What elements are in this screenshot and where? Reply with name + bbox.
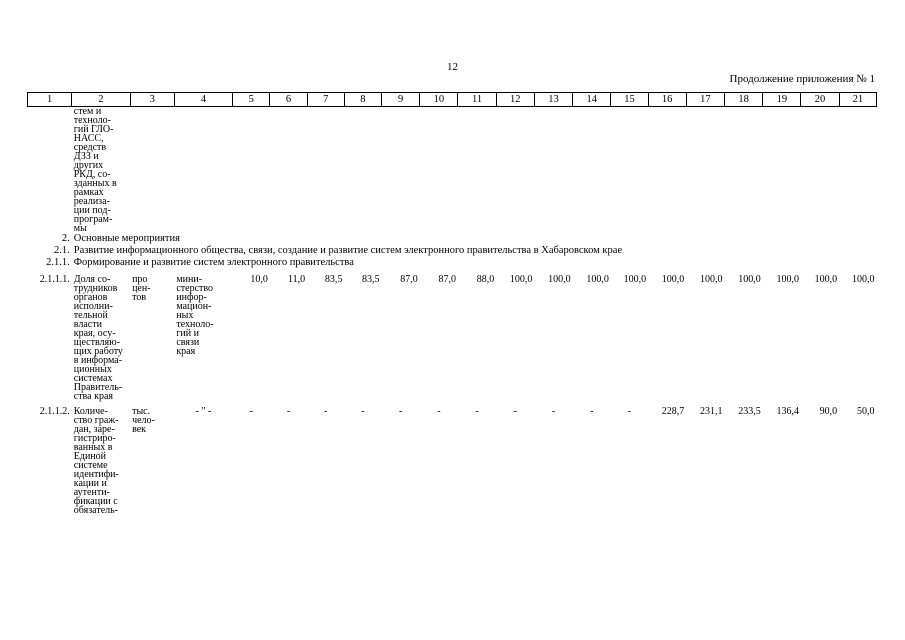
header-row bbox=[28, 93, 877, 107]
value-cell: 100,0 bbox=[738, 274, 761, 285]
carryover-cell: стем и техноло- гий ГЛО- НАСС, средств ДЗЗ и других РКД, со- зданных в рамках реализа- ции под- програм- мы bbox=[73, 106, 117, 234]
value-cell: - bbox=[398, 406, 403, 417]
executor-cell: мини- стерство инфор- мацион- ных техноло- гий и связи края bbox=[176, 274, 214, 357]
value-cell: - bbox=[361, 406, 365, 417]
value-cell: 100,0 bbox=[548, 274, 571, 285]
value-cell: - bbox=[324, 406, 328, 417]
value-cell: 83,5 bbox=[324, 274, 343, 285]
value-cell: 90,0 bbox=[819, 406, 838, 417]
value-cell: 11,0 bbox=[287, 274, 306, 285]
value-cell: 100,0 bbox=[623, 274, 647, 285]
column-header: 13 bbox=[534, 93, 572, 107]
value-cell: - bbox=[286, 406, 291, 417]
section-row-2-1 bbox=[28, 245, 877, 257]
page-number: 12 bbox=[447, 61, 458, 73]
value-cell: - bbox=[475, 406, 479, 417]
value-cell: - bbox=[551, 406, 556, 417]
value-cell: 100,0 bbox=[776, 274, 799, 285]
value-cell: 10,0 bbox=[250, 274, 268, 285]
value-cell: 100,0 bbox=[661, 274, 685, 285]
column-header: 12 bbox=[496, 93, 534, 107]
section-row-2-1-1 bbox=[28, 257, 877, 269]
column-header: 19 bbox=[763, 93, 801, 107]
column-header: 8 bbox=[344, 93, 381, 107]
value-cell: 100,0 bbox=[509, 274, 533, 285]
value-cell: - bbox=[249, 406, 253, 417]
column-header: 3 bbox=[130, 93, 174, 107]
column-header: 7 bbox=[307, 93, 344, 107]
value-cell: 50,0 bbox=[857, 406, 875, 417]
column-header: 20 bbox=[801, 93, 839, 107]
value-cell: - bbox=[437, 406, 441, 417]
section-title: Развитие информационного общества, связи, создание и развитие систем электронного правительства в Хабаровском крае bbox=[73, 245, 623, 256]
value-cell: 83,5 bbox=[362, 274, 380, 285]
column-header: 9 bbox=[382, 93, 420, 107]
carryover-row bbox=[28, 107, 877, 234]
column-header: 15 bbox=[611, 93, 648, 107]
executor-cell: - " - bbox=[195, 406, 212, 417]
unit-cell: тыс. чело- век bbox=[132, 406, 155, 435]
value-cell: 136,4 bbox=[776, 406, 799, 417]
value-cell: 100,0 bbox=[586, 274, 609, 285]
section-number: 2. bbox=[61, 233, 70, 244]
indicators-table bbox=[27, 92, 877, 515]
row-number: 2.1.1.1. bbox=[39, 274, 70, 285]
column-header: 14 bbox=[573, 93, 611, 107]
column-header: 17 bbox=[686, 93, 724, 107]
column-header: 21 bbox=[839, 93, 876, 107]
value-cell: 228,7 bbox=[661, 406, 685, 417]
column-header: 10 bbox=[420, 93, 458, 107]
value-cell: 233,5 bbox=[738, 406, 761, 417]
column-header: 11 bbox=[458, 93, 496, 107]
section-row-2 bbox=[28, 233, 877, 245]
value-cell: - bbox=[590, 406, 594, 417]
column-header: 4 bbox=[174, 93, 232, 107]
value-cell: 100,0 bbox=[814, 274, 838, 285]
value-cell: 87,0 bbox=[438, 274, 456, 285]
column-header: 2 bbox=[72, 93, 130, 107]
column-header: 16 bbox=[648, 93, 686, 107]
column-header: 6 bbox=[270, 93, 307, 107]
indicator-name: Доля со- трудников органов исполни- тельной власти края, осу- ществляю- щих работу в информа- ционных системах Правитель- ства края bbox=[73, 274, 123, 402]
section-title: Основные мероприятия bbox=[73, 233, 180, 244]
value-cell: 100,0 bbox=[852, 274, 875, 285]
unit-cell: про цен- тов bbox=[132, 274, 151, 303]
column-header: 5 bbox=[233, 93, 270, 107]
indicator-name: Количе- ство граж- дан, заре- гистриро- ванных в Единой системе идентифи- кации и аутенти- фикации с обязатель- bbox=[73, 406, 119, 516]
column-header: 1 bbox=[28, 93, 72, 107]
value-cell: - bbox=[513, 406, 517, 417]
section-number: 2.1. bbox=[54, 245, 70, 256]
section-number: 2.1.1. bbox=[46, 257, 70, 268]
value-cell: 231,1 bbox=[700, 406, 723, 417]
table-row bbox=[28, 275, 877, 401]
value-cell: 100,0 bbox=[700, 274, 723, 285]
continuation-label: Продолжение приложения № 1 bbox=[729, 73, 875, 85]
value-cell: 87,0 bbox=[400, 274, 418, 285]
row-number: 2.1.1.2. bbox=[39, 406, 70, 417]
value-cell: - bbox=[627, 406, 632, 417]
value-cell: 88,0 bbox=[476, 274, 495, 285]
section-title: Формирование и развитие систем электронного правительства bbox=[73, 257, 354, 268]
column-header: 18 bbox=[725, 93, 763, 107]
table-row bbox=[28, 407, 877, 515]
